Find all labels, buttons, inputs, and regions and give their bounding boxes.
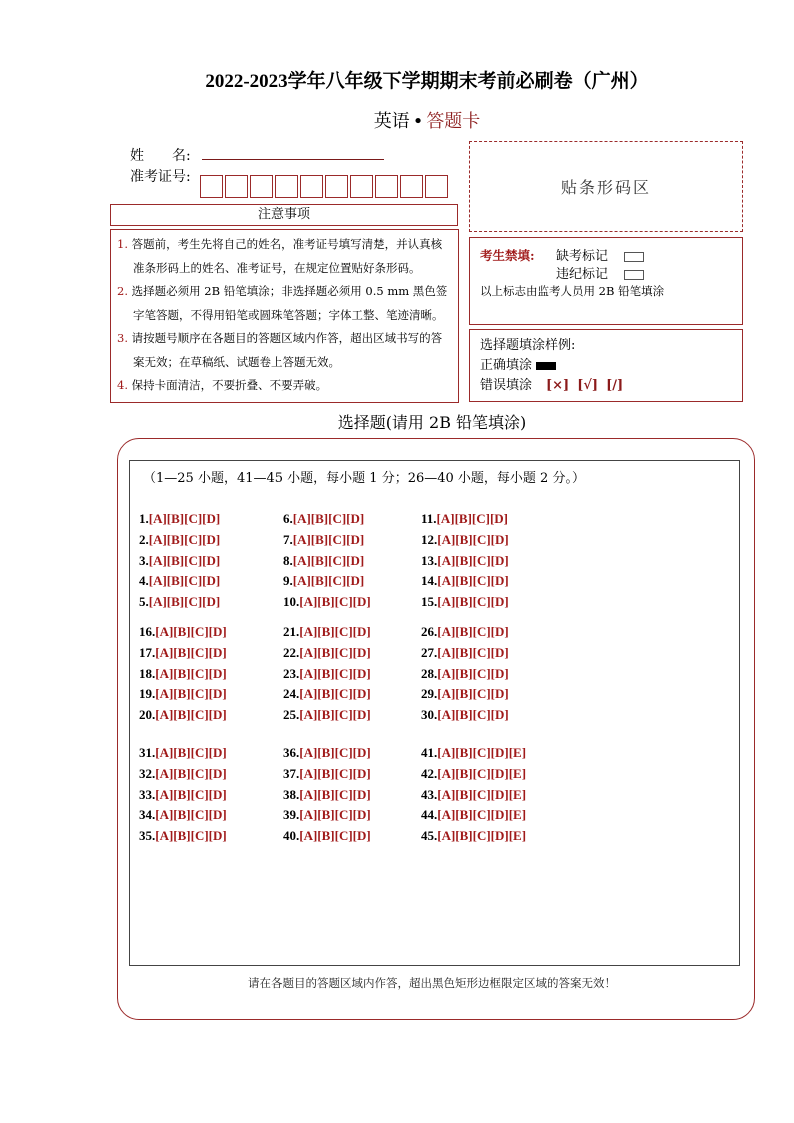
answer-options[interactable]: [A][B][C][D]	[299, 786, 371, 802]
question-number: 24.	[283, 686, 300, 702]
answer-options[interactable]: [A][B][C][D]	[148, 531, 221, 547]
question-number: 28.	[421, 665, 438, 681]
answer-options[interactable]: [A][B][C][D]	[299, 765, 371, 781]
question-1[interactable]	[139, 511, 220, 527]
answer-options[interactable]: [A][B][C][D]	[148, 511, 221, 526]
question-12[interactable]	[421, 532, 509, 548]
answer-options[interactable]: [A][B][C][D]	[437, 686, 509, 702]
question-number: 20.	[139, 707, 156, 723]
answer-options[interactable]: [A][B][C][D]	[155, 665, 227, 681]
question-number: 42.	[421, 765, 438, 781]
wrong-fill-label: 错误填涂	[480, 378, 533, 393]
question-33[interactable]	[139, 787, 227, 803]
exam-marks-note: 以上标志由监考人员用 2B 铅笔填涂	[480, 284, 665, 298]
question-41[interactable]	[421, 745, 526, 761]
question-number: 43.	[421, 786, 438, 802]
answer-options[interactable]: [A][B][C][D]	[292, 552, 365, 568]
question-number: 1.	[139, 511, 149, 526]
wrong-fill-sample-check: [√]	[577, 378, 599, 393]
question-10[interactable]	[283, 594, 371, 610]
id-label: 准考证号:	[130, 169, 191, 185]
answer-options[interactable]: [A][B][C][D]	[155, 644, 227, 660]
answer-options[interactable]: [A][B][C][D]	[437, 573, 509, 589]
footer-note: 请在各题目的答题区域内作答，超出黑色矩形边框限定区域的答案无效！	[248, 976, 616, 990]
question-number: 33.	[139, 786, 156, 802]
answer-options[interactable]: [A][B][C][D]	[437, 665, 509, 681]
question-number: 2.	[139, 531, 149, 547]
question-42[interactable]	[421, 766, 526, 782]
question-number: 18.	[139, 665, 156, 681]
question-7[interactable]	[283, 532, 364, 548]
question-number: 25.	[283, 707, 300, 723]
question-number: 44.	[421, 807, 438, 823]
question-number: 3.	[139, 552, 149, 568]
answer-options[interactable]: [A][B][C][D]	[155, 765, 227, 781]
question-number: 45.	[421, 828, 438, 844]
answer-options[interactable]: [A][B][C][D]	[292, 531, 365, 547]
question-38[interactable]	[283, 787, 371, 803]
question-6[interactable]	[283, 511, 364, 527]
answer-options[interactable]: [A][B][C][D]	[437, 552, 509, 568]
notice-item-text: 请按题号顺序在各题目的答题区域内作答，超出区域书写的答	[131, 331, 443, 345]
question-35[interactable]	[139, 828, 227, 844]
question-43[interactable]	[421, 787, 526, 803]
notice-heading: 注意事项	[110, 204, 458, 226]
answer-options[interactable]: [A][B][C][D]	[299, 594, 371, 610]
notice-item-number: 3.	[117, 331, 132, 345]
question-number: 9.	[283, 573, 293, 589]
question-number: 12.	[421, 531, 438, 547]
answer-options[interactable]: [A][B][C][D]	[155, 707, 227, 723]
notice-item-text: 答题前，考生先将自己的姓名，准考证号填写清楚，并认真核	[131, 237, 443, 251]
question-29[interactable]	[421, 686, 509, 702]
question-number: 7.	[283, 531, 293, 547]
question-44[interactable]	[421, 807, 526, 823]
answer-options[interactable]: [A][B][C][D]	[148, 552, 221, 568]
question-number: 26.	[421, 624, 438, 639]
answer-options[interactable]: [A][B][C][D]	[299, 745, 371, 760]
question-number: 29.	[421, 686, 438, 702]
question-45[interactable]	[421, 828, 526, 844]
question-13[interactable]	[421, 553, 509, 569]
question-23[interactable]	[283, 666, 371, 682]
question-2[interactable]	[139, 532, 220, 548]
question-number: 13.	[421, 552, 438, 568]
answer-options[interactable]: [A][B][C][D][E]	[437, 786, 527, 802]
answer-options[interactable]: [A][B][C][D][E]	[437, 745, 527, 760]
question-number: 40.	[283, 828, 300, 844]
question-number: 34.	[139, 807, 156, 823]
page-title: 2022-2023学年八年级下学期期末考前必刷卷（广州）	[205, 71, 649, 92]
question-number: 6.	[283, 511, 293, 526]
question-number: 37.	[283, 765, 300, 781]
question-number: 23.	[283, 665, 300, 681]
answer-options[interactable]: [A][B][C][D]	[437, 594, 509, 610]
answer-options[interactable]: [A][B][C][D][E]	[437, 828, 527, 844]
name-label: 姓 名:	[130, 148, 191, 164]
answer-options[interactable]: [A][B][C][D]	[155, 828, 227, 844]
answer-options[interactable]: [A][B][C][D]	[437, 624, 509, 639]
question-36[interactable]	[283, 745, 371, 761]
question-number: 38.	[283, 786, 300, 802]
answer-options[interactable]: [A][B][C][D]	[292, 511, 365, 526]
answer-options[interactable]: [A][B][C][D]	[299, 707, 371, 723]
score-note: （1—25 小题，41—45 小题，每小题 1 分；26—40 小题，每小题 2 分。）	[143, 471, 585, 486]
answer-options[interactable]: [A][B][C][D]	[155, 786, 227, 802]
question-30[interactable]	[421, 707, 509, 723]
question-17[interactable]	[139, 645, 227, 661]
notice-line: 字笔答题，不得用铅笔或圆珠笔答题；字体工整、笔迹清晰。	[133, 307, 444, 322]
question-26[interactable]	[421, 624, 509, 640]
question-number: 15.	[421, 594, 438, 610]
question-number: 21.	[283, 624, 300, 639]
question-number: 8.	[283, 552, 293, 568]
question-28[interactable]	[421, 666, 509, 682]
answer-options[interactable]: [A][B][C][D]	[155, 745, 227, 760]
exam-marks-label: 考生禁填:	[480, 248, 535, 263]
question-number: 4.	[139, 573, 149, 589]
answer-options[interactable]: [A][B][C][D]	[155, 624, 227, 639]
question-21[interactable]	[283, 624, 371, 640]
section-title: 选择题(请用 2B 铅笔填涂)	[337, 413, 527, 432]
question-4[interactable]	[139, 573, 220, 589]
question-number: 16.	[139, 624, 156, 639]
answer-options[interactable]: [A][B][C][D]	[148, 594, 221, 610]
absent-mark-label: 缺考标记	[556, 249, 609, 264]
question-32[interactable]	[139, 766, 227, 782]
question-number: 10.	[283, 594, 300, 610]
question-number: 19.	[139, 686, 156, 702]
question-number: 35.	[139, 828, 156, 844]
answer-options[interactable]: [A][B][C][D]	[299, 807, 371, 823]
notice-item-number: 1.	[117, 237, 132, 251]
question-number: 17.	[139, 644, 156, 660]
question-8[interactable]	[283, 553, 364, 569]
wrong-fill-sample-slash: [/]	[606, 378, 624, 393]
question-number: 5.	[139, 594, 149, 610]
correct-fill-label: 正确填涂	[480, 358, 533, 373]
question-number: 14.	[421, 573, 438, 589]
question-number: 31.	[139, 745, 156, 760]
card-label: 答题卡	[426, 111, 481, 132]
question-number: 27.	[421, 644, 438, 660]
question-number: 39.	[283, 807, 300, 823]
question-number: 32.	[139, 765, 156, 781]
question-18[interactable]	[139, 666, 227, 682]
notice-item-number: 2.	[117, 284, 132, 298]
answer-options[interactable]: [A][B][C][D]	[437, 531, 509, 547]
question-5[interactable]	[139, 594, 220, 610]
question-31[interactable]	[139, 745, 227, 761]
fill-sample-heading: 选择题填涂样例:	[480, 338, 576, 353]
barcode-label: 贴条形码区	[560, 178, 651, 197]
question-25[interactable]	[283, 707, 371, 723]
question-37[interactable]	[283, 766, 371, 782]
answer-options[interactable]: [A][B][C][D]	[155, 807, 227, 823]
notice-item-text: 选择题必须用 2B 铅笔填涂；非选择题必须用 0.5 mm 黑色签	[131, 284, 448, 298]
question-40[interactable]	[283, 828, 371, 844]
answer-options[interactable]: [A][B][C][D]	[299, 624, 371, 639]
question-16[interactable]	[139, 624, 227, 640]
question-11[interactable]	[421, 511, 508, 527]
subject-label: 英语	[373, 111, 410, 132]
answer-options[interactable]: [A][B][C][D]	[437, 707, 509, 723]
question-15[interactable]	[421, 594, 509, 610]
answer-options[interactable]: [A][B][C][D]	[299, 665, 371, 681]
wrong-fill-sample-x: [×]	[546, 378, 570, 393]
question-3[interactable]	[139, 553, 220, 569]
notice-item-number: 4.	[117, 378, 132, 392]
question-19[interactable]	[139, 686, 227, 702]
question-14[interactable]	[421, 573, 509, 589]
question-27[interactable]	[421, 645, 509, 661]
violation-mark-label: 违纪标记	[556, 267, 609, 282]
separator-dot: •	[412, 111, 424, 132]
question-number: 41.	[421, 745, 438, 760]
answer-options[interactable]: [A][B][C][D]	[148, 573, 221, 589]
question-22[interactable]	[283, 645, 371, 661]
notice-line: 准条形码上的姓名、准考证号，在规定位置贴好条形码。	[133, 260, 421, 275]
answer-options[interactable]: [A][B][C][D]	[299, 644, 371, 660]
question-number: 11.	[421, 511, 437, 526]
question-number: 36.	[283, 745, 300, 760]
question-9[interactable]	[283, 573, 364, 589]
notice-item-text: 保持卡面清洁，不要折叠、不要弄破。	[131, 378, 328, 392]
answer-options[interactable]: [A][B][C][D]	[292, 573, 365, 589]
answer-options[interactable]: [A][B][C][D][E]	[437, 765, 527, 781]
question-39[interactable]	[283, 807, 371, 823]
answer-options[interactable]: [A][B][C][D]	[299, 828, 371, 844]
answer-options[interactable]: [A][B][C][D]	[299, 686, 371, 702]
question-20[interactable]	[139, 707, 227, 723]
question-number: 22.	[283, 644, 300, 660]
question-number: 30.	[421, 707, 438, 723]
answer-options[interactable]: [A][B][C][D]	[155, 686, 227, 702]
notice-line: 案无效；在草稿纸、试题卷上答题无效。	[133, 354, 340, 369]
question-24[interactable]	[283, 686, 371, 702]
answer-options[interactable]: [A][B][C][D]	[437, 644, 509, 660]
answer-options[interactable]: [A][B][C][D][E]	[437, 807, 527, 823]
question-34[interactable]	[139, 807, 227, 823]
answer-options[interactable]: [A][B][C][D]	[436, 511, 509, 526]
